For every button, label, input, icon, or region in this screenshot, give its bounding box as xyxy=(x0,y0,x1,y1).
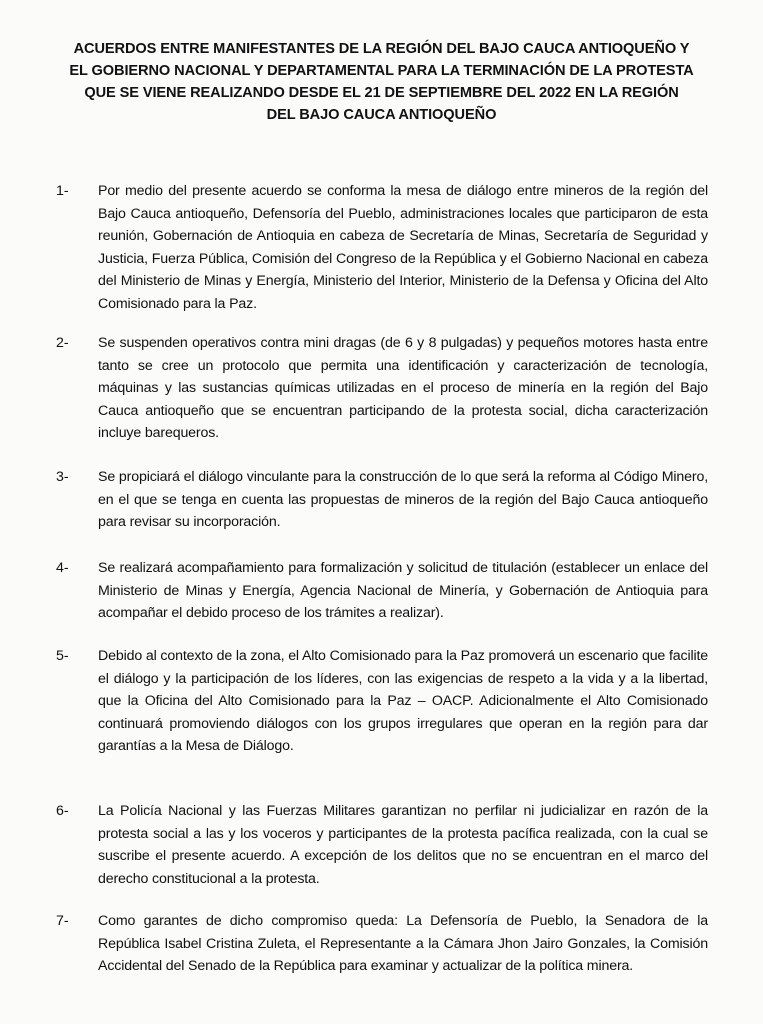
agreement-item xyxy=(56,645,708,758)
item-text: Se suspenden operativos contra mini dragas (de 6 y 8 pulgadas) y pequeños motores hasta entre tanto se cree un protocolo que permita una identificación y caracterización de tecnología, máquinas y las sustancias químicas utilizadas en el proceso de minería en la región del Bajo Cauca antioqueño que se encuentran participando de la protesta social, dicha caracterización incluye barequeros. xyxy=(98,335,708,441)
agreement-item xyxy=(56,557,708,625)
agreement-item xyxy=(56,910,708,978)
item-number: 6- xyxy=(56,803,69,819)
item-text: Por medio del presente acuerdo se conforma la mesa de diálogo entre mineros de la región del Bajo Cauca antioqueño, Defensoría del Pueblo, administraciones locales que participaron de esta reunión, Gobernación de Antioquia en cabeza de Secretaría de Minas, Secretaría de Seguridad y Justicia, Fuerza Pública, Comisión del Congreso de la República y el Gobierno Nacional en cabeza del Ministerio de Minas y Energía, Ministerio del Interior, Ministerio de la Defensa y Oficina del Alto Comisionado para la Paz. xyxy=(98,183,708,312)
agreement-item xyxy=(56,332,708,445)
item-number: 4- xyxy=(56,560,69,576)
item-number: 2- xyxy=(56,335,69,351)
item-text: La Policía Nacional y las Fuerzas Militares garantizan no perfilar ni judicializar en razón de la protesta social a las y los voceros y participantes de la protesta pacífica realizada, con la cual se suscribe el presente acuerdo. A excepción de los delitos que no se encuentran en el marco del derecho constitucional a la protesta. xyxy=(98,803,708,887)
item-text: Como garantes de dicho compromiso queda: La Defensoría de Pueblo, la Senadora de la República Isabel Cristina Zuleta, el Representante a la Cámara Jhon Jairo Gonzales, la Comisión Accidental del Senado de la República para examinar y actualizar de la política minera. xyxy=(98,913,708,974)
agreement-item xyxy=(56,466,708,534)
item-number: 5- xyxy=(56,648,69,664)
item-text: Debido al contexto de la zona, el Alto Comisionado para la Paz promoverá un escenario que facilite el diálogo y la participación de los líderes, con las exigencias de respeto a la vida y a la libertad, que la Oficina del Alto Comisionado para la Paz – OACP. Adicionalmente el Alto Comisionado continuará promoviendo diálogos con los grupos irregulares que operan en la región para dar garantías a la Mesa de Diálogo. xyxy=(98,648,708,754)
document-title: ACUERDOS ENTRE MANIFESTANTES DE LA REGIÓN DEL BAJO CAUCA ANTIOQUEÑO Y EL GOBIERNO NACIONAL Y DEPARTAMENTAL PARA LA TERMINACIÓN DE LA PROTESTA QUE SE VIENE REALIZANDO DESDE EL 21 DE SEPTIEMBRE DEL 2022 EN LA REGIÓN DEL BAJO CAUCA ANTIOQUEÑO xyxy=(69,41,694,123)
agreement-item xyxy=(56,800,708,890)
item-number: 1- xyxy=(56,183,69,199)
item-text: Se realizará acompañamiento para formalización y solicitud de titulación (establecer un enlace del Ministerio de Minas y Energía, Agencia Nacional de Minería, y Gobernación de Antioquia para acompañar el debido proceso de los trámites a realizar). xyxy=(98,560,708,621)
agreement-item xyxy=(56,180,708,315)
item-number: 3- xyxy=(56,469,69,485)
item-number: 7- xyxy=(56,913,69,929)
item-text: Se propiciará el diálogo vinculante para la construcción de lo que será la reforma al Código Minero, en el que se tenga en cuenta las propuestas de mineros de la región del Bajo Cauca antioqueño para revisar su incorporación. xyxy=(98,469,708,530)
